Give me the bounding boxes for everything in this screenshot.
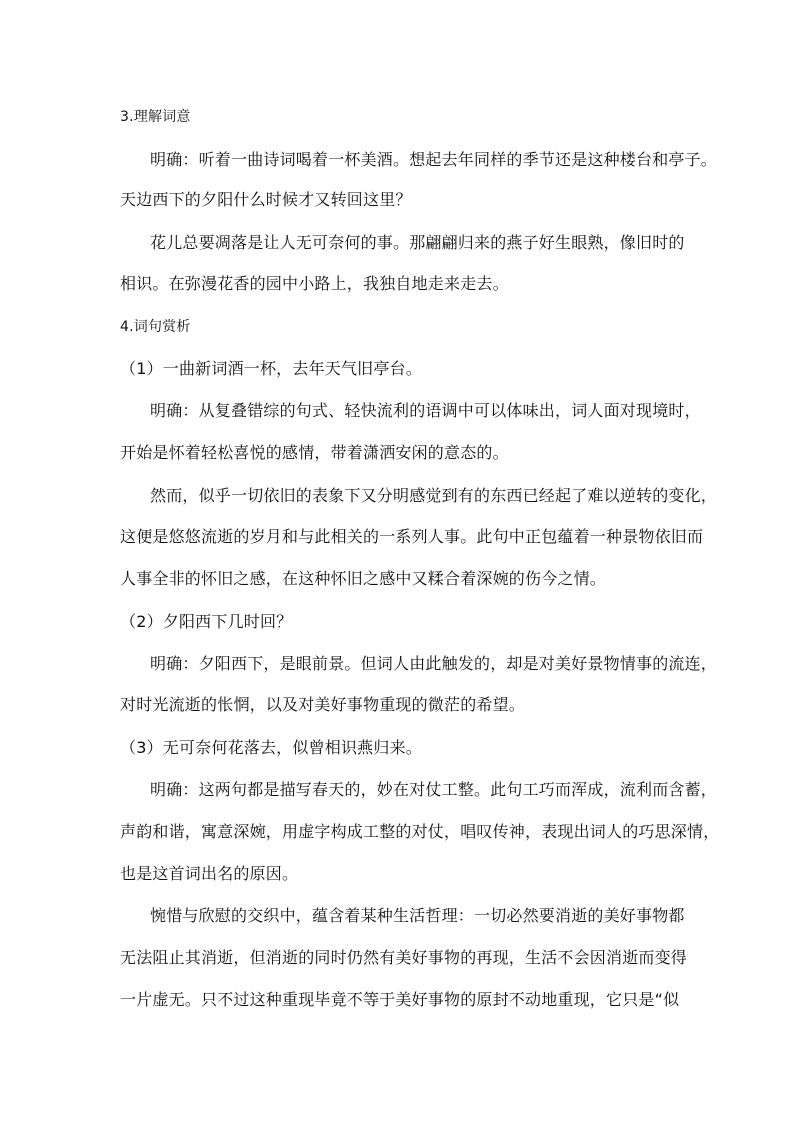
paragraph-line: 对时光流逝的怅惘，以及对美好事物重现的微茫的希望。 xyxy=(120,695,526,714)
paragraph-line: 明确：从复叠错综的句式、轻快流利的语调中可以体味出，词人面对现境时， xyxy=(150,401,701,420)
paragraph-line: 惋惜与欣慰的交织中，蕴含着某种生活哲理：一切必然要消逝的美好事物都 xyxy=(150,906,685,925)
paragraph-line: 明确：夕阳西下，是眼前景。但词人由此触发的，却是对美好景物情事的流连， xyxy=(150,654,718,673)
paragraph-line: 一片虚无。只不过这种重现毕竟不等于美好事物的原封不动地重现，它只是“似 xyxy=(120,990,680,1009)
paragraph-line: 无法阻止其消逝，但消逝的同时仍然有美好事物的再现，生活不会因消逝而变得 xyxy=(120,948,688,967)
paragraph-line: 天边西下的夕阳什么时候才又转回这里？ xyxy=(120,190,412,209)
subheading-3: （3）无可奈何花落去，似曾相识燕归来。 xyxy=(120,738,422,757)
paragraph-line: 开始是怀着轻松喜悦的感情，带着潇洒安闲的意态的。 xyxy=(120,443,509,462)
paragraph-line: 然而，似乎一切依旧的表象下又分明感觉到有的东西已经起了难以逆转的变化， xyxy=(150,486,718,505)
paragraph-line: 声韵和谐，寓意深婉，用虚字构成工整的对仗，唱叹传神，表现出词人的巧思深情， xyxy=(120,822,720,841)
paragraph-line: 这便是悠悠流逝的岁月和与此相关的一系列人事。此句中正包蕴着一种景物依旧而 xyxy=(120,527,704,546)
subheading-1: （1）一曲新词酒一杯，去年天气旧亭台。 xyxy=(120,359,422,378)
paragraph-line: 人事全非的怀旧之感，在这种怀旧之感中又糅合着深婉的伤今之情。 xyxy=(120,569,607,588)
paragraph-line: 花儿总要凋落是让人无可奈何的事。那翩翩归来的燕子好生眼熟，像旧时的 xyxy=(150,233,685,252)
paragraph-line: 也是这首词出名的原因。 xyxy=(120,864,299,883)
heading-4: 4.词句赏析 xyxy=(120,319,191,335)
paragraph-line: 明确：这两句都是描写春天的，妙在对仗工整。此句工巧而浑成，流利而含蓄， xyxy=(150,780,718,799)
paragraph-line: 相识。在弥漫花香的园中小路上，我独自地走来走去。 xyxy=(120,274,509,293)
heading-3: 3.理解词意 xyxy=(120,109,191,125)
subheading-2: （2）夕阳西下几时回？ xyxy=(120,612,293,631)
paragraph-line: 明确：听着一曲诗词喝着一杯美酒。想起去年同样的季节还是这种楼台和亭子。 xyxy=(150,150,718,169)
